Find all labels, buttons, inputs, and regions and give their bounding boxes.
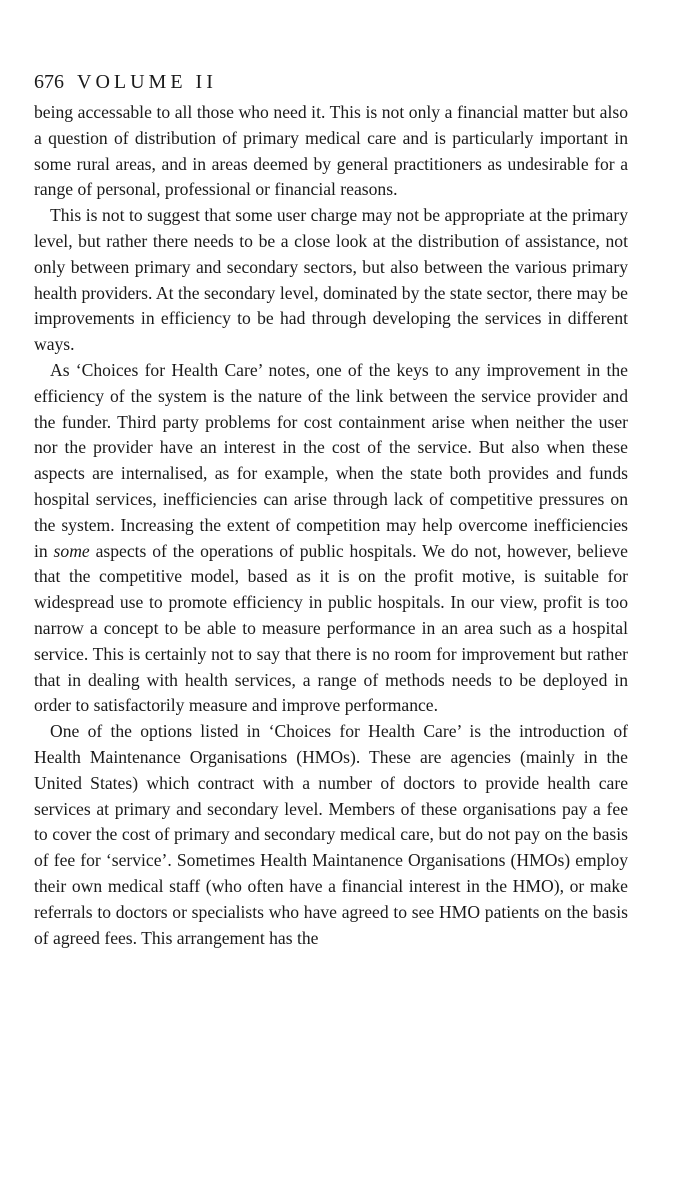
paragraph-text: aspects of the operations of public hospitals. We do not, however, believe that the competitive model, based as it is on the profit motive, is suitable for widespread use to promote efficiency in public hospitals. In our view, profit is too narrow a concept to be able to measure performance in an area such as a hospital service. This is certainly not to say that there is no room for improvement but rather that in dealing with health services, a range of methods needs to be deployed in order to satisfactorily measure and improve performance. [34, 540, 628, 716]
page-number: 676 [34, 71, 64, 93]
paragraph-continued: being accessable to all those who need it. This is not only a financial matter but also a question of distribution of primary medical care and is particularly important in some rural areas, and in areas deemed by general practitioners as undesirable for a range of personal, professional or financial reasons. [34, 102, 628, 200]
document-page [34, 70, 628, 951]
paragraph: One of the options listed in ‘Choices for Health Care’ is the introduction of Health Maintenance Organisations (HMOs). These are agencies (mainly in the United States) which contract with a number of doctors to provide health care services at primary and secondary level. Members of these organisations pay a fee to cover the cost of primary and secondary medical care, but do not pay on the basis of fee for ‘service’. Sometimes Health Maintanence Organisations (HMOs) employ their own medical staff (who often have a financial interest in the HMO), or make referrals to doctors or specialists who have agreed to see HMO patients on the basis of agreed fees. This arrangement has the [34, 721, 628, 948]
running-head [34, 70, 628, 94]
emphasis-text: some [53, 540, 90, 561]
paragraph: This is not to suggest that some user charge may not be appropriate at the primary level, but rather there needs to be a close look at the distribution of assistance, not only between primary and secondary sectors, but also between the various primary health providers. At the secondary level, dominated by the state sector, there may be improvements in efficiency to be had through developing the services in different ways. [34, 205, 628, 355]
body-text [34, 100, 628, 951]
running-title: VOLUME II [77, 71, 217, 93]
paragraph [34, 358, 628, 719]
paragraph-text: As ‘Choices for Health Care’ notes, one of the keys to any improvement in the efficiency of the system is the nature of the link between the service provider and the funder. Third party problems for cost containment arise when neither the user nor the provider have an interest in the cost of the service. But also when these aspects are internalised, as for example, when the state both provides and funds hospital services, inefficiencies can arise through lack of competitive pressures on the system. Increasing the extent of competition may help overcome inefficiencies in [34, 359, 628, 561]
